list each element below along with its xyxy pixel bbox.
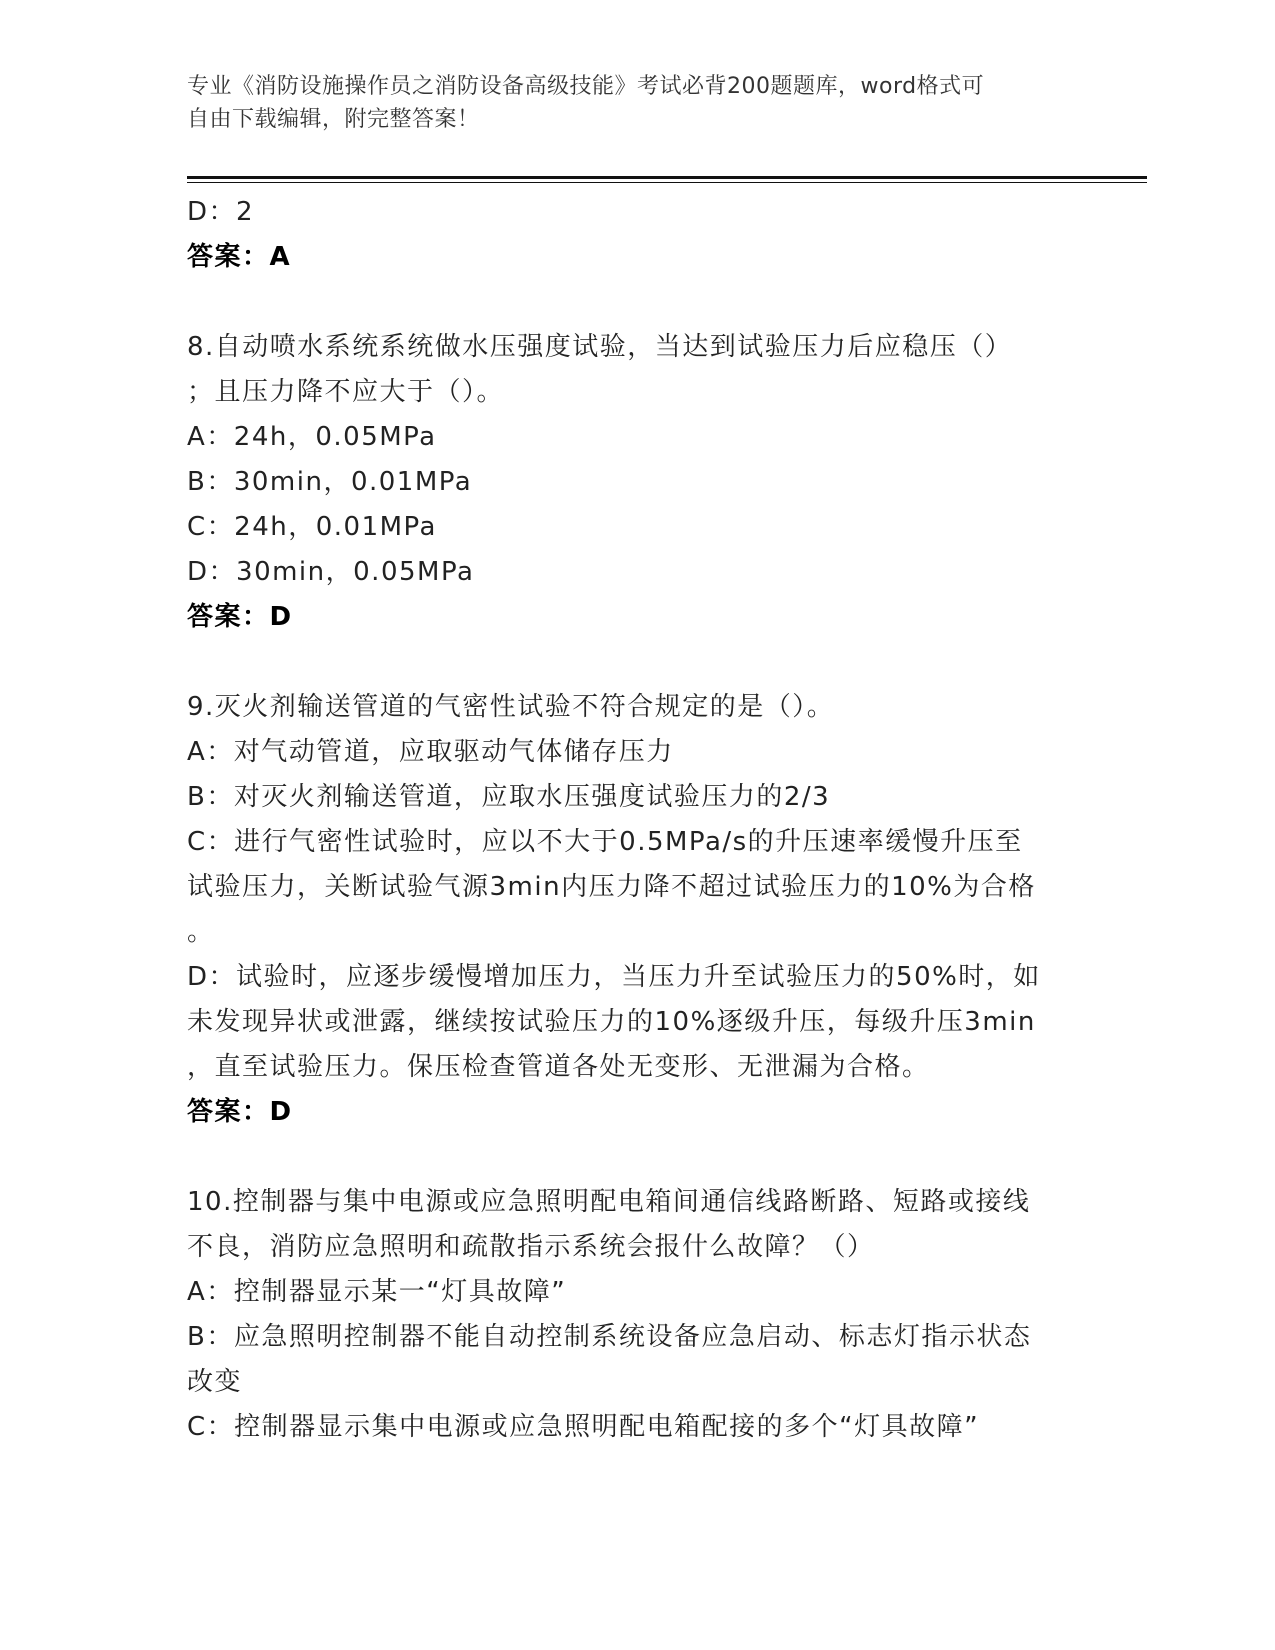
header-line-2: 自由下载编辑，附完整答案！ xyxy=(187,107,480,132)
q9-option-b: B：对灭火剂输送管道，应取水压强度试验压力的2/3 xyxy=(187,782,831,812)
q8-option-d: D：30min，0.05MPa xyxy=(187,557,475,587)
q8-answer: 答案：D xyxy=(187,602,293,632)
q9-option-a: A：对气动管道，应取驱动气体储存压力 xyxy=(187,737,674,767)
q10-option-c: C：控制器显示集中电源或应急照明配电箱配接的多个“灯具故障” xyxy=(187,1412,980,1442)
header-divider-thin xyxy=(187,182,1147,183)
q9-option-c-line-3: 。 xyxy=(187,917,215,947)
q10-stem-line-2: 不良，消防应急照明和疏散指示系统会报什么故障？（） xyxy=(187,1232,875,1262)
spacer xyxy=(187,640,1067,685)
spacer xyxy=(187,1135,1067,1180)
q9-stem: 9.灭火剂输送管道的气密性试验不符合规定的是（）。 xyxy=(187,692,835,722)
q8-option-c: C：24h，0.01MPa xyxy=(187,512,437,542)
q9-option-d-line-1: D：试验时，应逐步缓慢增加压力，当压力升至试验压力的50%时，如 xyxy=(187,962,1041,992)
prev-answer: 答案：A xyxy=(187,242,292,272)
q9-option-d-line-3: ，直至试验压力。保压检查管道各处无变形、无泄漏为合格。 xyxy=(187,1052,930,1082)
q10-stem-line-1: 10.控制器与集中电源或应急照明配电箱间通信线路断路、短路或接线 xyxy=(187,1187,1031,1217)
q8-option-a: A：24h，0.05MPa xyxy=(187,422,437,452)
question-10 xyxy=(187,1180,1067,1450)
header-line-1: 专业《消防设施操作员之消防设备高级技能》考试必背200题题库，word格式可 xyxy=(187,74,985,99)
header-divider-thick xyxy=(187,176,1147,179)
prev-question xyxy=(187,190,1067,280)
q9-option-c-line-1: C：进行气密性试验时，应以不大于0.5MPa/s的升压速率缓慢升压至 xyxy=(187,827,1023,857)
q10-option-a: A：控制器显示某一“灯具故障” xyxy=(187,1277,567,1307)
q9-option-d-line-2: 未发现异状或泄露，继续按试验压力的10%逐级升压，每级升压3min xyxy=(187,1007,1036,1037)
question-9 xyxy=(187,685,1067,1135)
prev-option-d: D：2 xyxy=(187,197,255,227)
q10-option-b-line-1: B：应急照明控制器不能自动控制系统设备应急启动、标志灯指示状态 xyxy=(187,1322,1032,1352)
q10-option-b-line-2: 改变 xyxy=(187,1367,243,1397)
question-8 xyxy=(187,325,1067,640)
q9-option-c-line-2: 试验压力，关断试验气源3min内压力降不超过试验压力的10%为合格 xyxy=(187,872,1036,902)
document-header xyxy=(187,70,1067,136)
document-body xyxy=(187,190,1067,1450)
spacer xyxy=(187,280,1067,325)
q8-stem-line-2: ；且压力降不应大于（）。 xyxy=(187,377,505,407)
q9-answer: 答案：D xyxy=(187,1097,293,1127)
q8-option-b: B：30min，0.01MPa xyxy=(187,467,473,497)
q8-stem-line-1: 8.自动喷水系统系统做水压强度试验，当达到试验压力后应稳压（） xyxy=(187,332,1013,362)
